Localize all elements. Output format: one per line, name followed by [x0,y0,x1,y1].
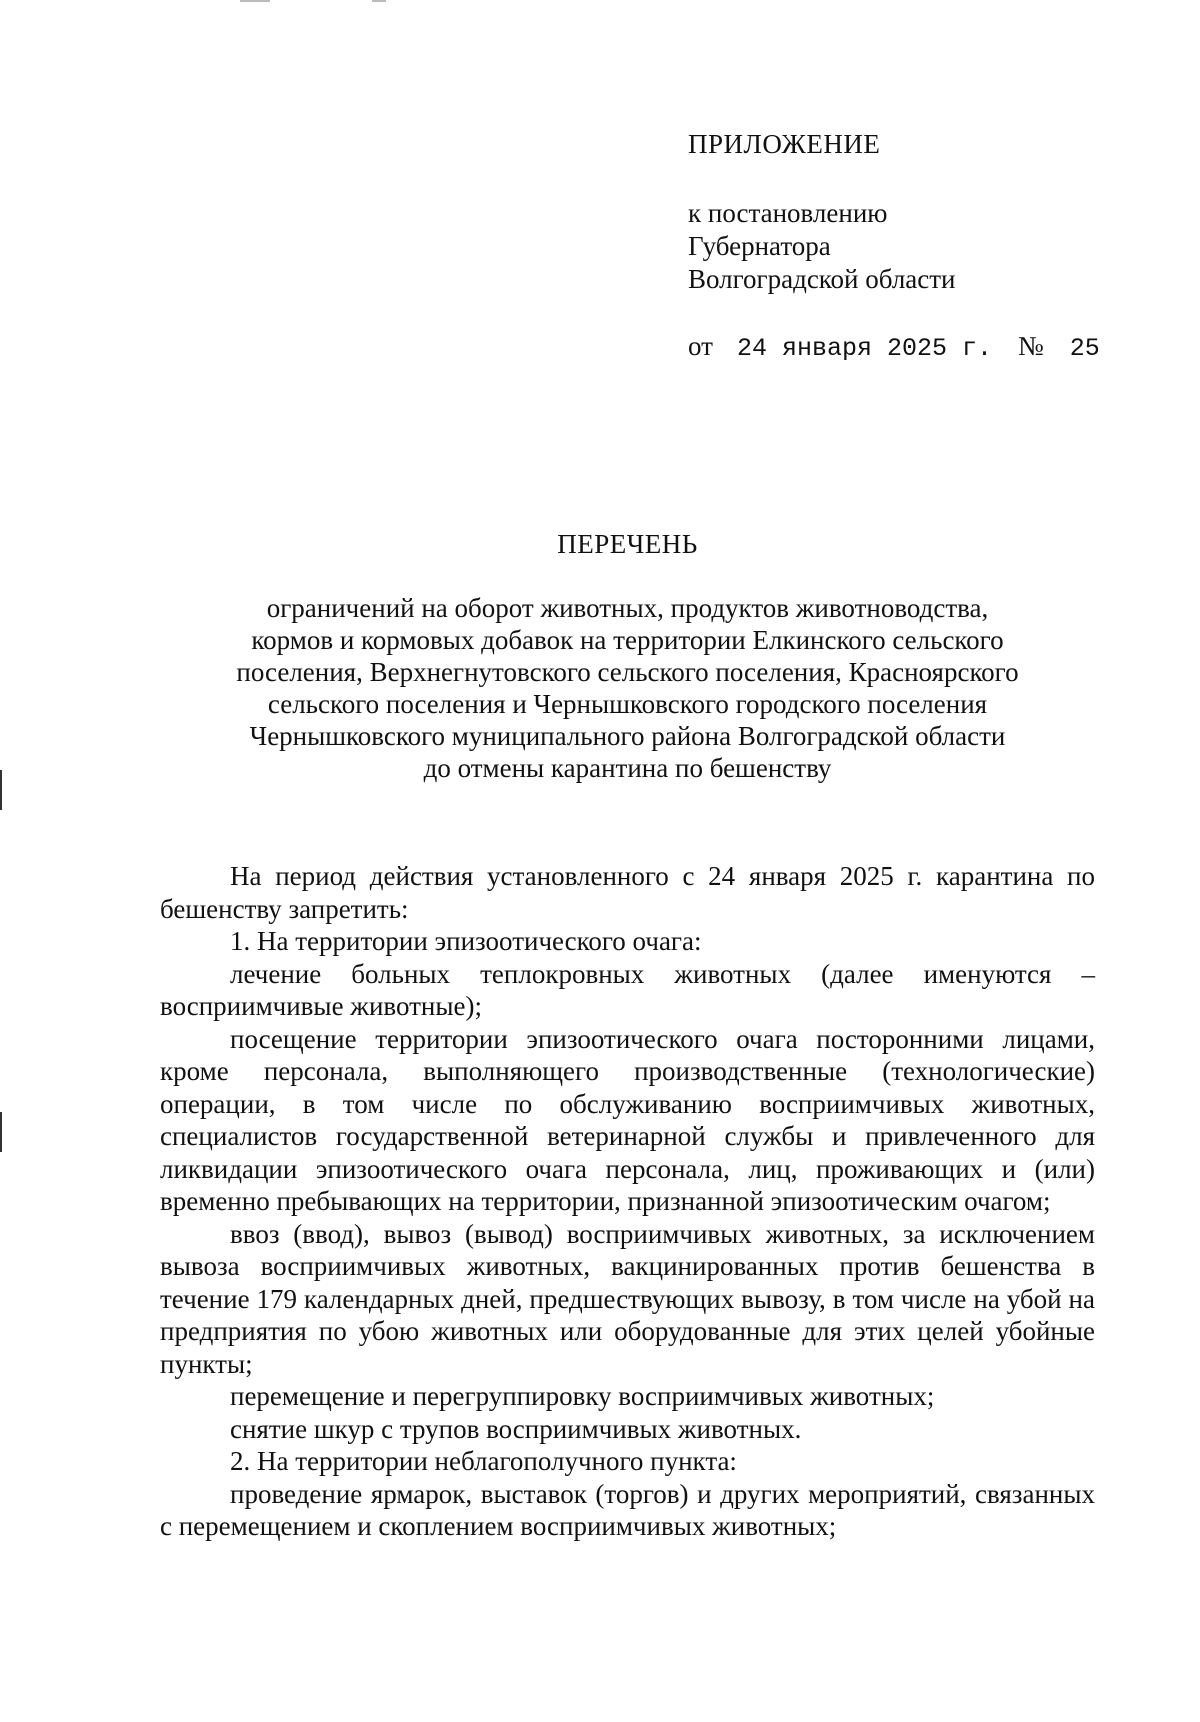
body-paragraph: перемещение и перегруппировку восприимчивых животных; [230,1381,935,1411]
subtitle-line: кормов и кормовых добавок на территории Елкинского сельского [251,625,1004,655]
subtitle-line: сельского поселения и Чернышковского городского поселения [267,689,988,719]
decree-date-line [688,330,1100,365]
appendix-line: Волгоградской области [688,264,956,294]
date-prefix: от [688,331,713,361]
decree-date: 24 января 2025 г. [736,334,992,363]
subtitle-line: поселения, Верхнегнутовского сельского поселения, Красноярского [236,657,1019,687]
decree-number: 25 [1069,334,1100,363]
body-paragraph: ввоз (ввод), вывоз (вывод) восприимчивых животных, за исключением вывоза восприимчивых животных, вакцинированных против бешенства в течение 179 календарных дней, предшествующих вывозу, в том числе на убой на предприятия по убою животных или оборудованные для этих целей убойные пункты; [160,1218,1095,1379]
subtitle-line: до отмены карантина по бешенству [423,753,832,783]
appendix-line: к постановлению [688,198,888,228]
body-paragraph: 2. На территории неблагополучного пункта: [230,1446,737,1476]
scan-artifact [0,1112,2,1152]
number-sign: № [1018,331,1044,361]
body-paragraph: посещение территории эпизоотического очага посторонними лицами, кроме персонала, выполняющего производственные (технологические) операции, в том числе по обслуживанию восприимчивых животных, специалистов государственной ветеринарной службы и привлеченного для ликвидации эпизоотического очага персонала, лиц, проживающих и (или) временно пребывающих на территории, признанной эпизоотическим очагом; [160,1023,1095,1216]
subtitle-line: ограничений на оборот животных, продуктов животноводства, [266,593,989,623]
scan-artifact [0,770,2,810]
document-subtitle [160,592,1095,784]
scan-artifact [372,0,386,2]
appendix-title: ПРИЛОЖЕНИЕ [688,129,881,159]
document-body [160,860,1095,1543]
appendix-block [688,128,956,296]
document-title: ПЕРЕЧЕНЬ [557,529,698,559]
body-paragraph: проведение ярмарок, выставок (торгов) и других мероприятий, связанных с перемещением и скоплением восприимчивых животных; [160,1478,1095,1541]
body-paragraph: 1. На территории эпизоотического очага: [230,926,702,956]
body-paragraph: лечение больных теплокровных животных (далее именуются – восприимчивые животные); [160,958,1095,1021]
subtitle-line: Чернышковского муниципального района Волгоградской области [249,721,1006,751]
appendix-line: Губернатора [688,231,831,261]
body-paragraph: снятие шкур с трупов восприимчивых животных. [230,1413,802,1444]
scan-artifact [240,0,270,2]
body-paragraph: На период действия установленного с 24 января 2025 г. карантина по бешенству запретить: [160,861,1095,924]
